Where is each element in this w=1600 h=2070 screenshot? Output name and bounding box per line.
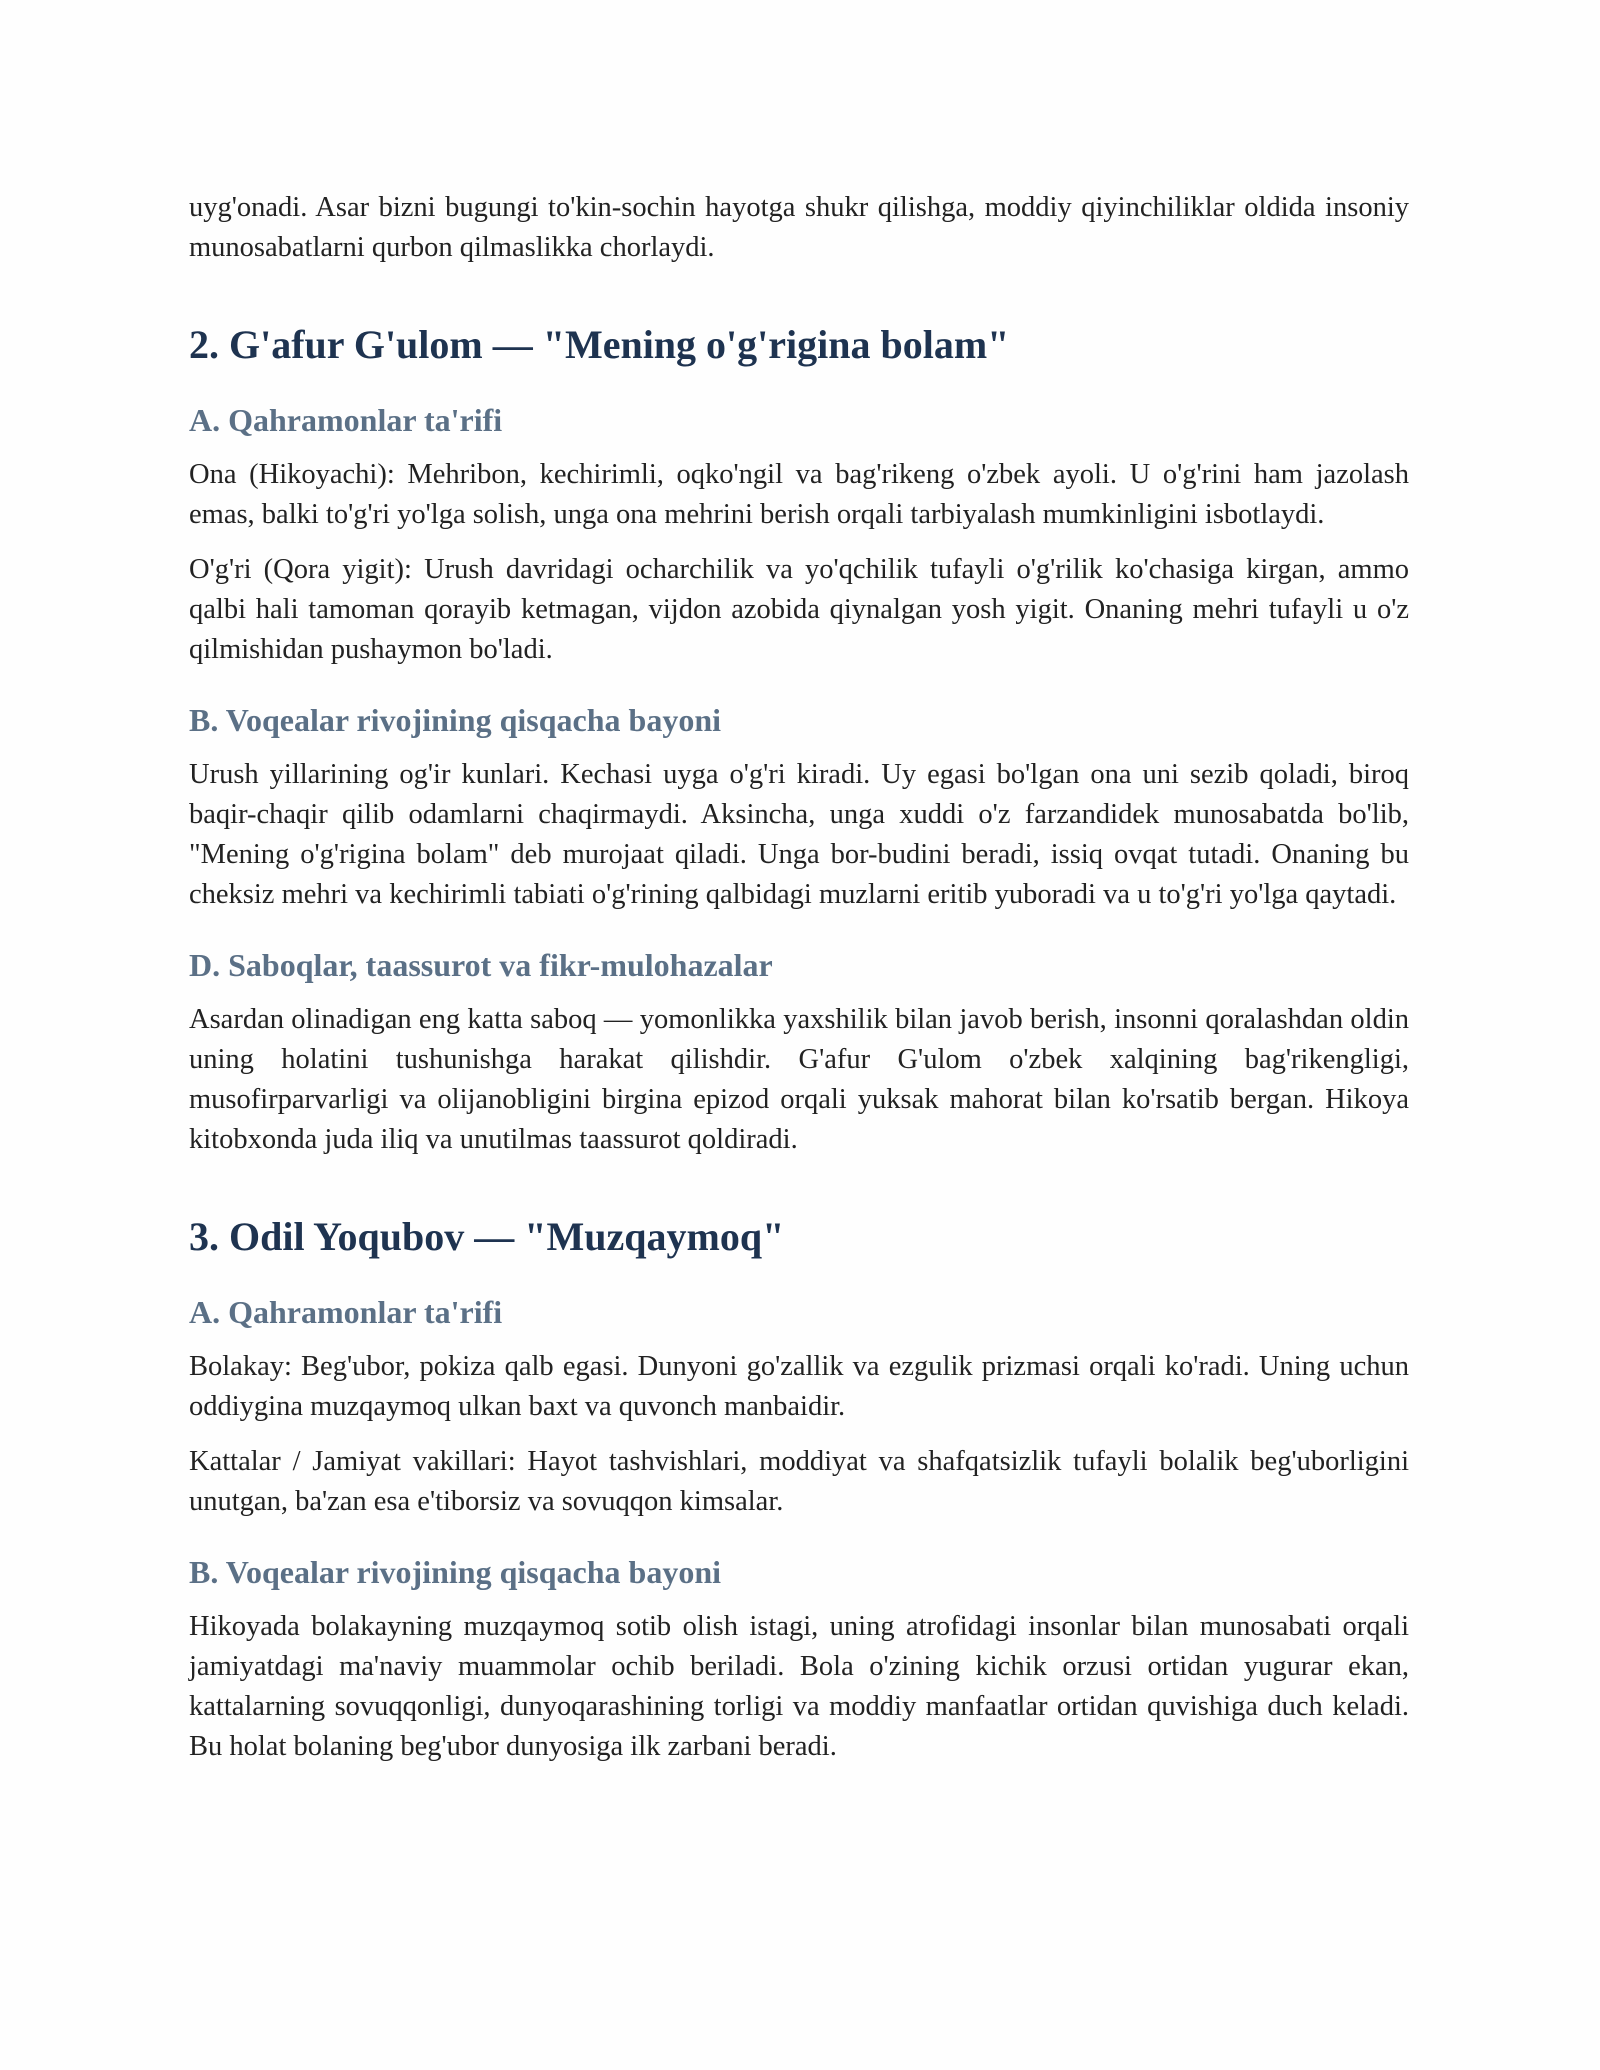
subheading-lessons: D. Saboqlar, taassurot va fikr-mulohazalar [189, 947, 773, 983]
paragraph-bolakay: Bolakay: Beg'ubor, pokiza qalb egasi. Dunyoni go'zallik va ezgulik prizmasi orqali ko'radi. Uning uchun oddiygina muzqaymoq ulkan baxt va quvonch manbaidir. [189, 1351, 1409, 1422]
subheading-plot: B. Voqealar rivojining qisqacha bayoni [189, 1554, 721, 1590]
subheading-characters: A. Qahramonlar ta'rifi [189, 402, 503, 438]
paragraph-ona: Ona (Hikoyachi): Mehribon, kechirimli, oqko'ngil va bag'rikeng o'zbek ayoli. U o'g'rini ham jazolash emas, balki to'g'ri yo'lga solish, unga ona mehrini berish orqali tarbiyalash mumkinligini isbotlaydi. [189, 459, 1409, 530]
document-page [189, 188, 1409, 1767]
paragraph-plot: Urush yillarining og'ir kunlari. Kechasi uyga o'g'ri kiradi. Uy egasi bo'lgan ona uni sezib qoladi, biroq baqir-chaqir qilib odamlarni chaqirmaydi. Aksincha, unga xuddi o'z farzandidek munosabatda bo'lib, "Mening o'g'rigina bolam" deb murojaat qiladi. Unga bor-budini beradi, issiq ovqat tutadi. Onaning bu cheksiz mehri va kechirimli tabiati o'g'rining qalbidagi muzlarni eritib yuboradi va u to'g'ri yo'lga qaytadi. [189, 759, 1409, 910]
intro-paragraph: uyg'onadi. Asar bizni bugungi to'kin-sochin hayotga shukr qilishga, moddiy qiyinchiliklar oldida insoniy munosabatlarni qurbon qilmaslikka chorlaydi. [189, 192, 1409, 263]
paragraph-lessons: Asardan olinadigan eng katta saboq — yomonlikka yaxshilik bilan javob berish, insonni qoralashdan oldin uning holatini tushunishga harakat qilishdir. G'afur G'ulom o'zbek xalqining bag'rikengligi, musofirparvarligi va olijanobligini birgina epizod orqali yuksak mahorat bilan ko'rsatib bergan. Hikoya kitobxonda juda iliq va unutilmas taassurot qoldiradi. [189, 1004, 1409, 1155]
paragraph-kattalar: Kattalar / Jamiyat vakillari: Hayot tashvishlari, moddiyat va shafqatsizlik tufayli bolalik beg'uborligini unutgan, ba'zan esa e'tiborsiz va sovuqqon kimsalar. [189, 1446, 1409, 1517]
paragraph-ogri: O'g'ri (Qora yigit): Urush davridagi ocharchilik va yo'qchilik tufayli o'g'rilik ko'chasiga kirgan, ammo qalbi hali tamoman qorayib ketmagan, vijdon azobida qiynalgan yosh yigit. Onaning mehri tufayli u o'z qilmishidan pushaymon bo'ladi. [189, 554, 1409, 665]
subheading-plot: B. Voqealar rivojining qisqacha bayoni [189, 702, 721, 738]
section-title-gafur-gulom: 2. G'afur G'ulom — "Mening o'g'rigina bolam" [189, 322, 1010, 367]
subheading-characters: A. Qahramonlar ta'rifi [189, 1294, 503, 1330]
section-title-odil-yoqubov: 3. Odil Yoqubov — "Muzqaymoq" [189, 1214, 785, 1259]
paragraph-plot: Hikoyada bolakayning muzqaymoq sotib olish istagi, uning atrofidagi insonlar bilan munosabati orqali jamiyatdagi ma'naviy muammolar ochib beriladi. Bola o'zining kichik orzusi ortidan yugurar ekan, kattalarning sovuqqonligi, dunyoqarashining torligi va moddiy manfaatlar ortidan quvishiga duch keladi. Bu holat bolaning beg'ubor dunyosiga ilk zarbani beradi. [189, 1611, 1409, 1762]
